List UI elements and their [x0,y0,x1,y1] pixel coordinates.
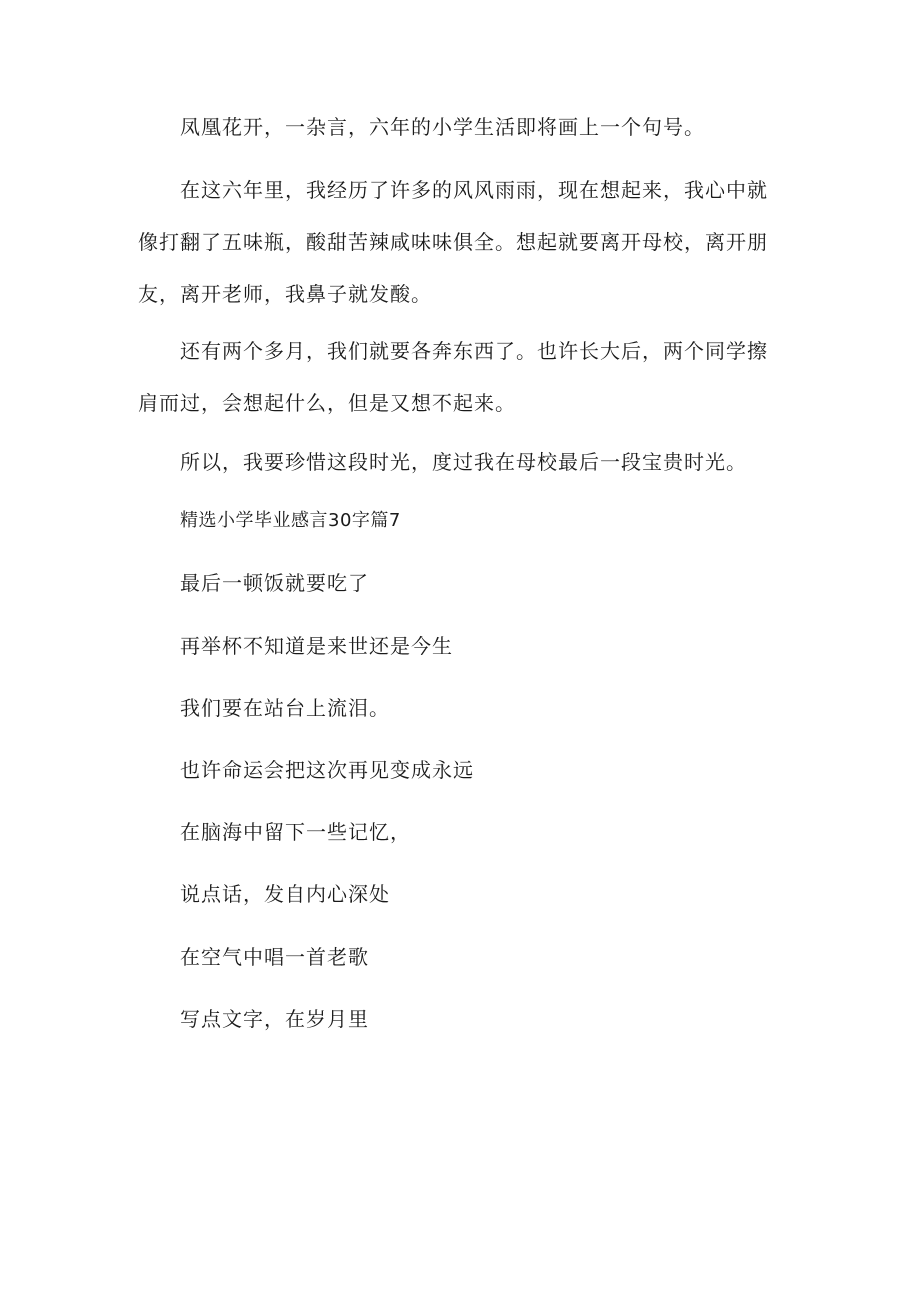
poem-line-3: 我们要在站台上流泪。 [180,696,390,720]
paragraph-4: 所以，我要珍惜这段时光，度过我在母校最后一段宝贵时光。 [180,450,747,474]
poem-line-4: 也许命运会把这次再见变成永远 [180,758,474,782]
poem-line-8: 写点文字，在岁月里 [180,1007,369,1031]
poem-line-2: 再举杯不知道是来世还是今生 [180,634,453,658]
poem-line-6: 说点话，发自内心深处 [180,882,390,906]
paragraph-2: 在这六年里，我经历了许多的风风雨雨，现在想起来，我心中就像打翻了五味瓶，酸甜苦辣咸味味俱全。想起就要离开母校，离开朋友，离开老师，我鼻子就发酸。 [138,178,768,306]
section-heading: 精选小学毕业感言30字篇7 [180,510,401,531]
paragraph-3: 还有两个多月，我们就要各奔东西了。也许长大后，两个同学擦肩而过，会想起什么，但是又想不起来。 [138,339,768,415]
poem-line-1: 最后一顿饭就要吃了 [180,571,369,595]
paragraph-1: 凤凰花开，一杂言，六年的小学生活即将画上一个句号。 [180,115,705,139]
poem-line-5: 在脑海中留下一些记忆， [180,820,411,844]
poem-line-7: 在空气中唱一首老歌 [180,945,369,969]
